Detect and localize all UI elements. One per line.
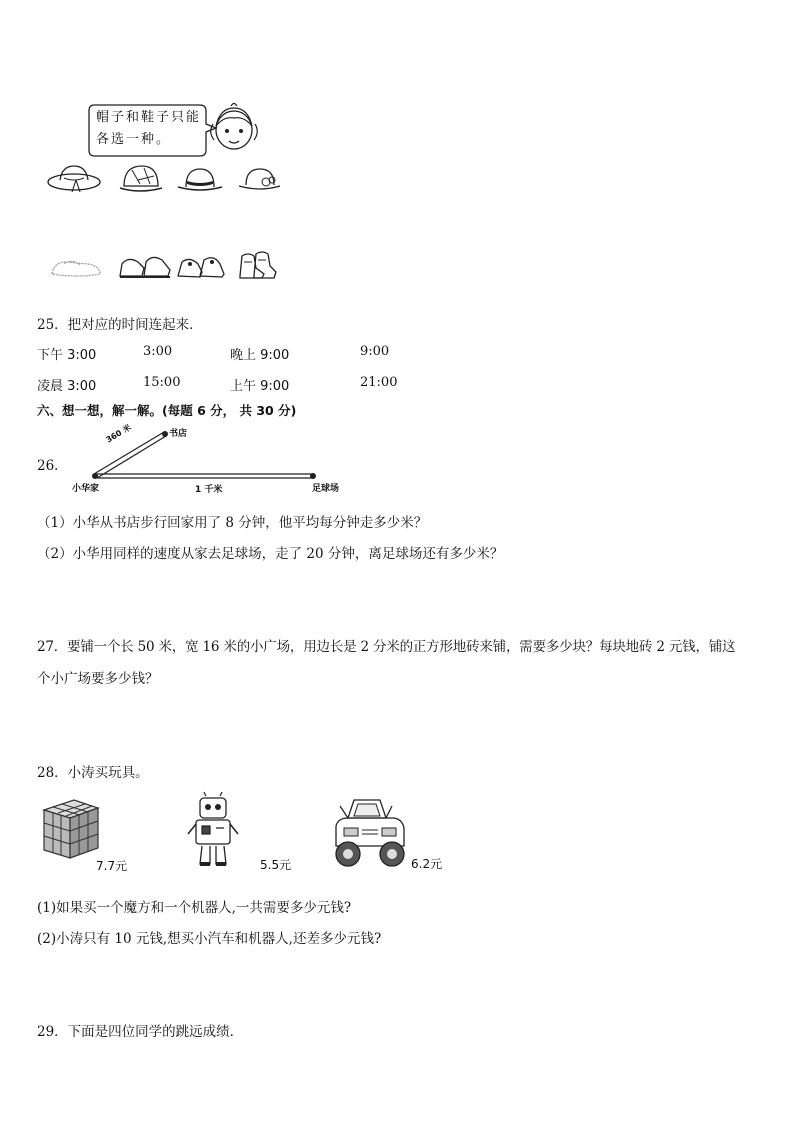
q25-time-right-match[interactable]: 21:00	[360, 375, 398, 390]
q28-title: 28．小涛买玩具。	[37, 765, 149, 781]
toy-car-icon	[330, 796, 410, 880]
q25-time-right[interactable]: 晚上 9:00	[230, 348, 290, 363]
section-heading: 六、想一想，解一解。(每题 6 分， 共 30 分)	[37, 403, 297, 418]
q28-part-2: (2)小涛只有 10 元钱,想买小汽车和机器人,还差多少元钱?	[37, 931, 382, 947]
field-point	[310, 473, 316, 479]
slipper-icon	[48, 254, 104, 282]
price-car: 6.2元	[411, 857, 443, 871]
home-label: 小华家	[72, 484, 100, 494]
q28-part-1: (1)如果买一个魔方和一个机器人,一共需要多少元钱?	[37, 900, 352, 916]
q29-title: 29．下面是四位同学的跳远成绩．	[37, 1024, 244, 1040]
field-label: 足球场	[312, 484, 340, 494]
q27-line-2: 个小广场要多少钱？	[37, 671, 159, 687]
q27-line-1: 27．要铺一个长 50 米，宽 16 米的小广场，用边长是 2 分米的正方形地砖来铺，需要多少块？每块地砖 2 元钱，铺这	[37, 639, 736, 655]
boots-icon	[234, 248, 280, 282]
speech-bubble	[88, 104, 208, 156]
price-robot: 5.5元	[260, 858, 292, 872]
robot-toy-icon	[186, 794, 246, 870]
q25-time-left[interactable]: 下午 3:00	[37, 348, 97, 363]
q25-time-right-match[interactable]: 9:00	[360, 344, 390, 359]
sneakers-icon	[176, 250, 228, 282]
sun-hat-icon	[46, 162, 106, 196]
bookstore-label: 书店	[169, 429, 188, 439]
speech-bubble-line-1: 帽子和鞋子只能	[96, 110, 202, 125]
q25-time-left-match[interactable]: 3:00	[143, 344, 173, 359]
fedora-hat-icon	[176, 165, 226, 195]
price-rubiks-cube: 7.7元	[96, 859, 128, 873]
girl-face-icon	[210, 100, 262, 160]
distance-label-bookstore: 360 米	[104, 422, 133, 445]
flower-hat-icon	[236, 164, 284, 194]
home-point	[92, 473, 98, 479]
q25-time-right[interactable]: 上午 9:00	[230, 379, 290, 394]
cap-icon	[118, 162, 164, 196]
speech-bubble-line-2: 各选一种。	[96, 132, 172, 147]
leather-shoes-icon	[118, 250, 174, 282]
bookstore-point	[162, 431, 168, 437]
q25-time-left-match[interactable]: 15:00	[143, 375, 181, 390]
q25-time-left[interactable]: 凌晨 3:00	[37, 379, 97, 394]
q26-number: 26．	[37, 458, 68, 474]
q26-part-2: （2）小华用同样的速度从家去足球场，走了 20 分钟，离足球场还有多少米？	[37, 546, 504, 562]
distance-label-field: 1 千米	[195, 485, 223, 495]
rubiks-cube-icon	[40, 796, 102, 862]
q25-title: 25．把对应的时间连起来．	[37, 317, 203, 333]
q26-part-1: （1）小华从书店步行回家用了 8 分钟，他平均每分钟走多少米？	[37, 515, 428, 531]
